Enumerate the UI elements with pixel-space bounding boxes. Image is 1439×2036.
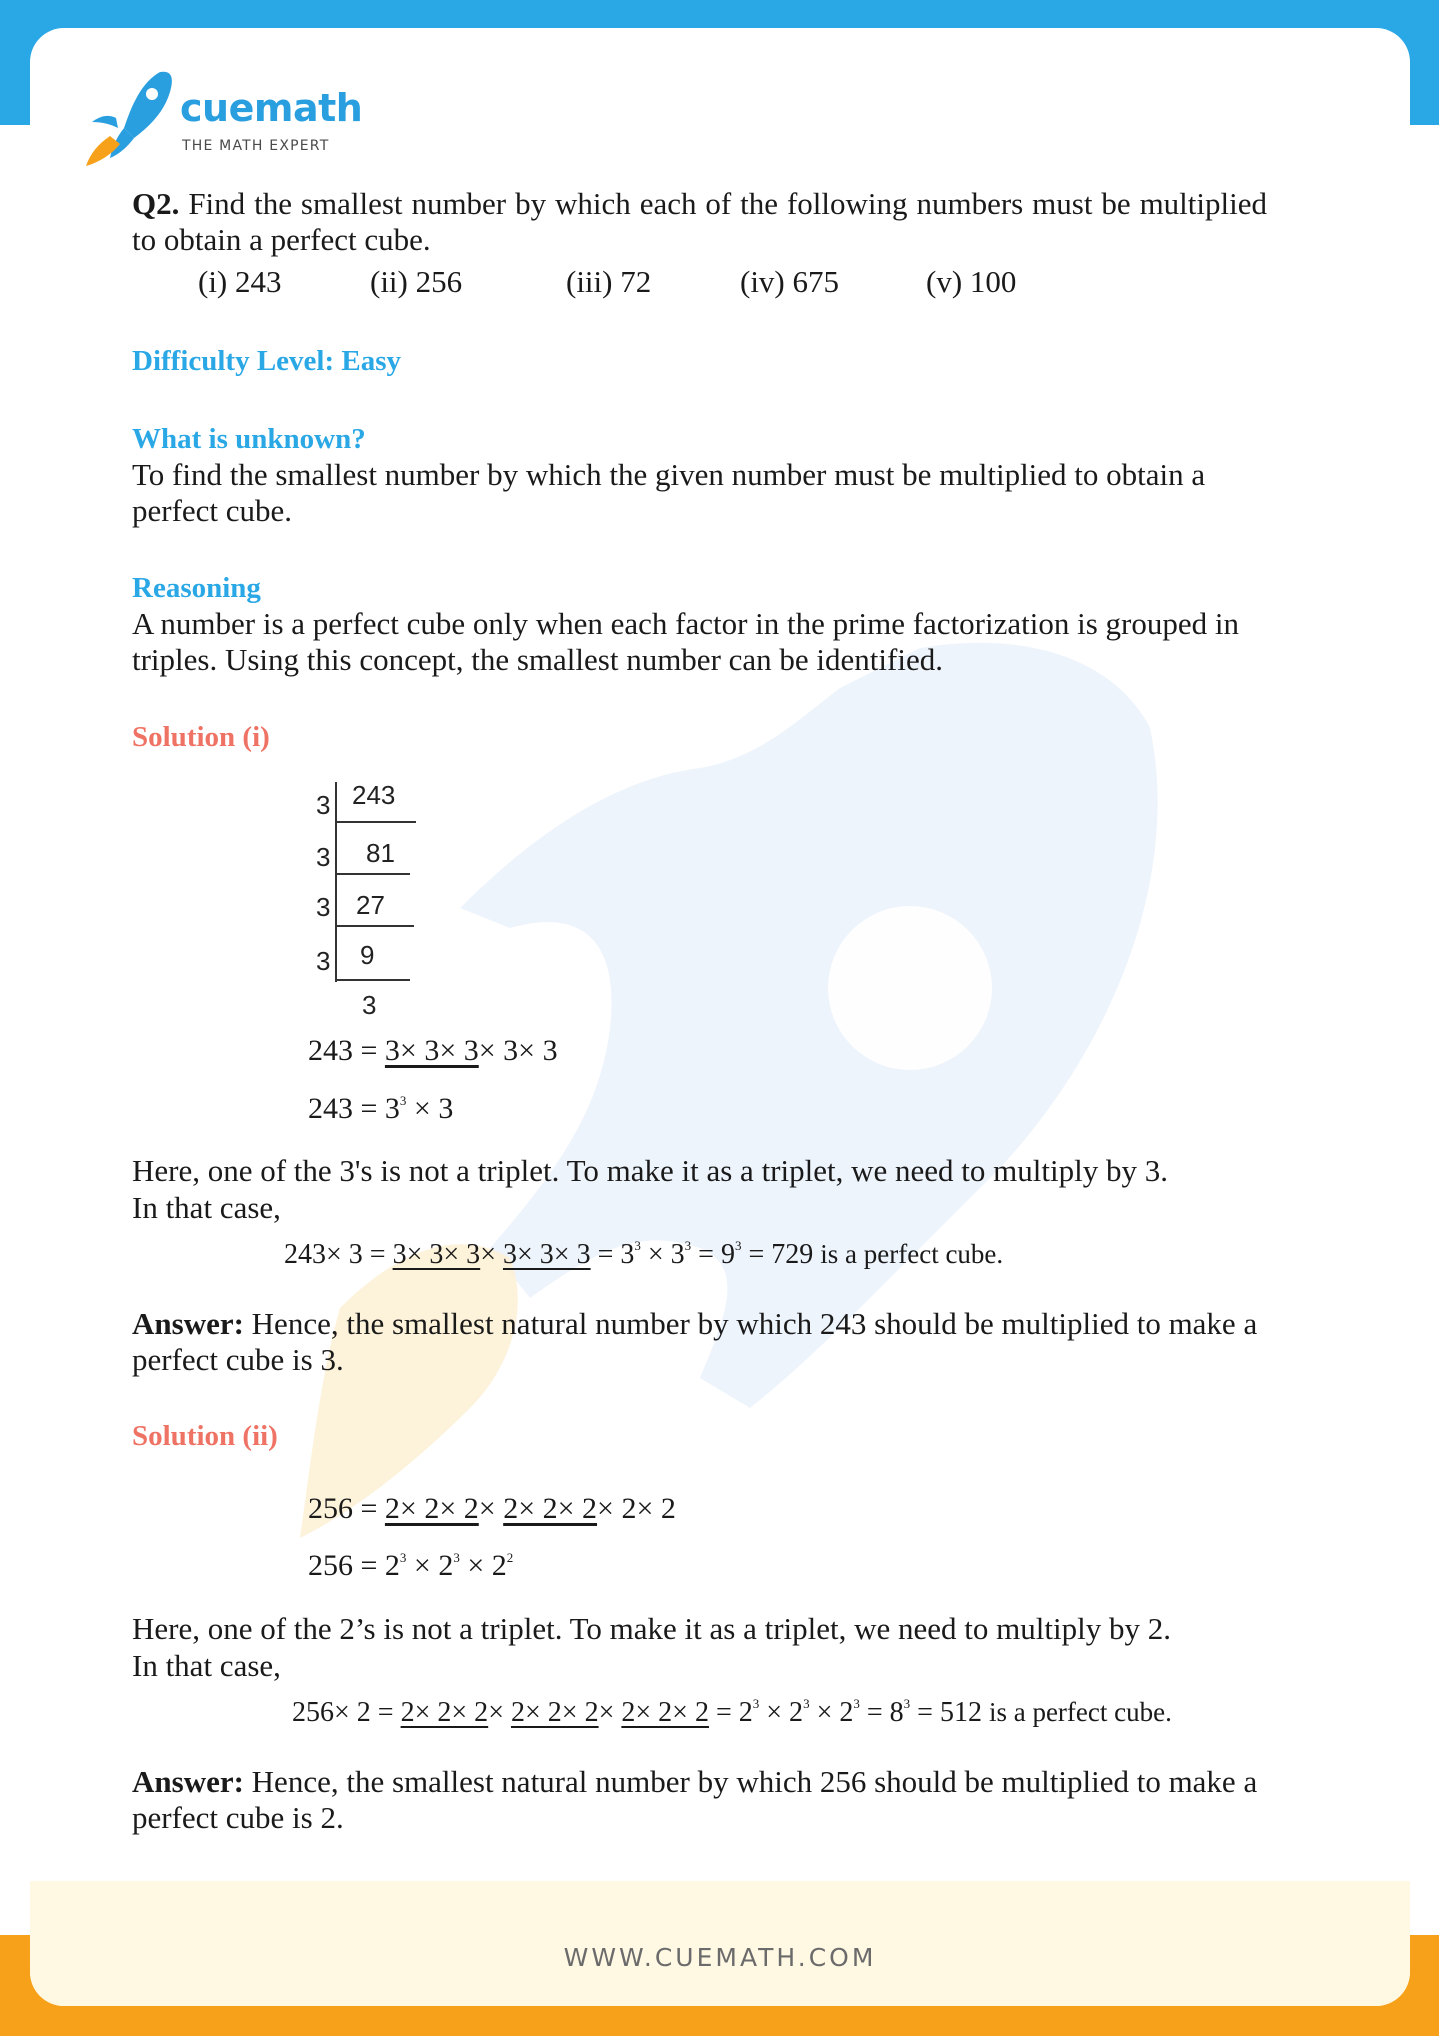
triplet-group: 2× 2× 2 bbox=[621, 1697, 709, 1728]
option-item: (iii) 72 bbox=[566, 264, 652, 299]
divisor: 3 bbox=[316, 842, 331, 872]
divisor: 3 bbox=[316, 790, 331, 820]
solution-2-equation-3: $256\times 2 = 2\times 2\times 2\times 2\times 2\times 2\times 2\times 2\times 2 = 2^3 \times 2^3 \times 2^3 = 8^3 = 512$ is a perfect cube. bbox=[292, 1696, 1172, 1728]
solution-2-equation-2: $256 = 2^3 \times 2^3 \times 2^2$ bbox=[308, 1549, 514, 1582]
answer-label: Answer: bbox=[132, 1306, 244, 1341]
question bbox=[132, 186, 1267, 258]
footer-url: WWW.CUEMATH.COM bbox=[563, 1943, 877, 1972]
footer bbox=[30, 1881, 1410, 2006]
unknown-heading: What is unknown? bbox=[132, 423, 366, 455]
triplet-group: 3× 3× 3 bbox=[502, 1239, 591, 1270]
solution-1-explanation: Here, one of the 3's is not a triplet. To make it as a triplet, we need to multiply by 3. bbox=[132, 1153, 1168, 1188]
solution-1-equation-1: 243 = 3× 3× 3× 3× 3 bbox=[308, 1034, 558, 1067]
dividend: 243 bbox=[352, 780, 396, 810]
solution-2-heading: Solution (ii) bbox=[132, 1420, 278, 1452]
brand-tagline: THE MATH EXPERT bbox=[182, 138, 330, 154]
dividend: 9 bbox=[360, 940, 375, 970]
answer-text: Hence, the smallest natural number by which 243 should be multiplied to make a perfect cube is 3. bbox=[132, 1306, 1258, 1377]
solution-1-heading: Solution (i) bbox=[132, 721, 270, 753]
option-item: (ii) 256 bbox=[370, 264, 463, 299]
divisor: 3 bbox=[316, 946, 331, 976]
question-text: Find the smallest number by which each of the following numbers must be multiplied to obtain a perfect cube. bbox=[132, 186, 1268, 257]
answer-text: Hence, the smallest natural number by which 256 should be multiplied to make a perfect cube is 2. bbox=[132, 1764, 1258, 1835]
rocket-logo-icon bbox=[80, 68, 176, 168]
triplet-group: 2× 2× 2 bbox=[510, 1697, 599, 1728]
triplet-group: 2× 2× 2 bbox=[503, 1492, 598, 1525]
divisor: 3 bbox=[316, 892, 331, 922]
solution-1-answer bbox=[132, 1306, 1267, 1378]
option-item: (v) 100 bbox=[926, 264, 1017, 299]
option-item: (iv) 675 bbox=[740, 264, 840, 299]
reasoning-heading: Reasoning bbox=[132, 572, 261, 604]
solution-1-in-that-case: In that case, bbox=[132, 1190, 281, 1225]
triplet-group: 3× 3× 3 bbox=[392, 1239, 481, 1270]
solution-1-equation-3: $243\times 3 = 3\times 3\times 3\times 3\times 3\times 3 = 3^3 \times 3^3 = 9^3 = 729$ is a perfect cube. bbox=[284, 1238, 1004, 1270]
solution-2-answer bbox=[132, 1764, 1267, 1836]
remainder: 3 bbox=[362, 990, 377, 1020]
unknown-text: To find the smallest number by which the given number must be multiplied to obtain a perfect cube. bbox=[132, 457, 1206, 528]
dividend: 81 bbox=[366, 838, 395, 868]
triplet-group: 2× 2× 2 bbox=[384, 1492, 479, 1525]
prime-division-ladder bbox=[300, 770, 440, 1030]
question-options bbox=[132, 264, 1267, 300]
reasoning-text: A number is a perfect cube only when each factor in the prime factorization is grouped in triples. Using this concept, the smallest number can be identified. bbox=[132, 606, 1239, 677]
brand-name: cuemath bbox=[180, 86, 363, 130]
solution-2-equation-1: 256 = 2× 2× 2× 2× 2× 2× 2× 2 bbox=[308, 1492, 676, 1525]
solution-2-in-that-case: In that case, bbox=[132, 1648, 281, 1683]
triplet-group: 3× 3× 3 bbox=[384, 1034, 479, 1067]
option-item: (i) 243 bbox=[198, 264, 282, 299]
triplet-group: 2× 2× 2 bbox=[400, 1697, 489, 1728]
question-label: Q2. bbox=[132, 186, 180, 221]
dividend: 27 bbox=[356, 890, 385, 920]
difficulty-level: Difficulty Level: Easy bbox=[132, 345, 402, 377]
answer-label: Answer: bbox=[132, 1764, 244, 1799]
solution-1-equation-2: $243 = 3^3 \times 3$ bbox=[308, 1092, 454, 1125]
cuemath-logo bbox=[80, 68, 410, 168]
solution-2-explanation: Here, one of the 2’s is not a triplet. To make it as a triplet, we need to multiply by 2. bbox=[132, 1611, 1171, 1646]
